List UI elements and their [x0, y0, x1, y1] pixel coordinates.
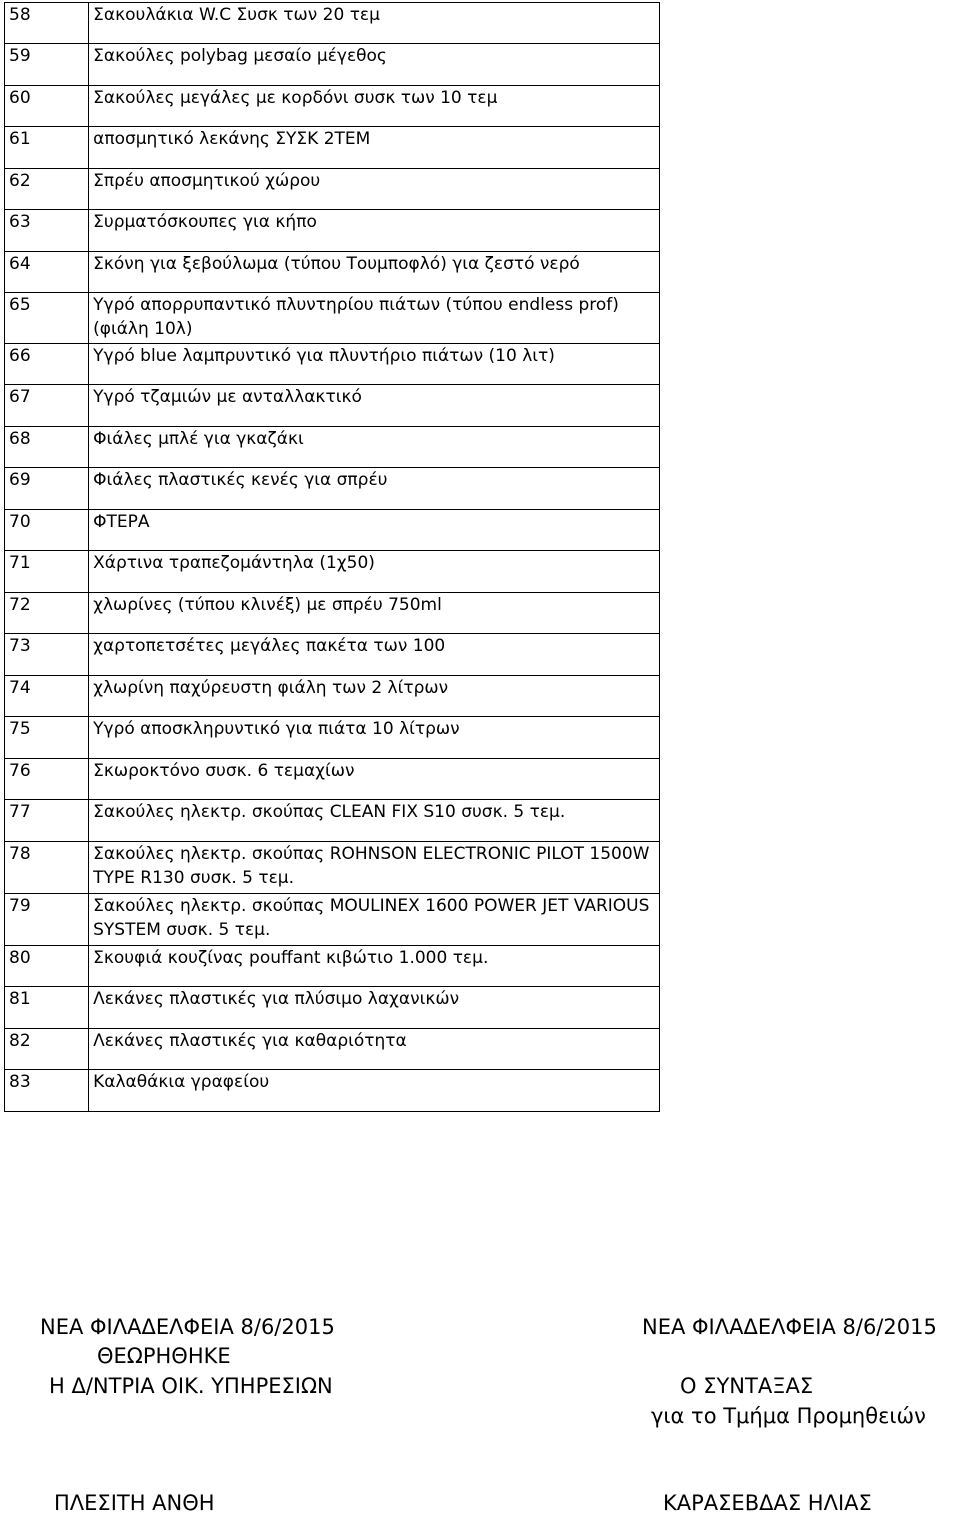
right-signature-role: Ο ΣΥΝΤΑΞΑΣ — [680, 1374, 814, 1398]
item-description: Σακούλες ηλεκτρ. σκούπας ROHNSON ELECTRONIC PILOT 1500W TYPE R130 συσκ. 5 τεμ. — [89, 842, 660, 894]
item-number: 80 — [5, 946, 89, 987]
item-number: 76 — [5, 759, 89, 800]
item-description: χαρτοπετσέτες μεγάλες πακέτα των 100 — [89, 634, 660, 676]
item-number: 63 — [5, 210, 89, 252]
table-row — [5, 86, 660, 127]
item-description: αποσμητικό λεκάνης ΣΥΣΚ 2ΤΕΜ — [89, 127, 660, 169]
table-row — [5, 344, 660, 385]
table-row — [5, 987, 660, 1029]
item-number: 59 — [5, 44, 89, 86]
item-description: Σκόνη για ξεβούλωμα (τύπου Τουμποφλό) για ζεστό νερό — [89, 252, 660, 293]
item-description: Υγρό τζαμιών με ανταλλακτικό — [89, 385, 660, 427]
item-description: Σακούλες polybag μεσαίο μέγεθος — [89, 44, 660, 86]
right-signature-date: ΝΕΑ ΦΙΛΑΔΕΛΦΕΙΑ 8/6/2015 — [642, 1315, 937, 1339]
item-description: Λεκάνες πλαστικές για καθαριότητα — [89, 1029, 660, 1070]
item-description: Σπρέυ αποσμητικού χώρου — [89, 169, 660, 210]
item-number: 79 — [5, 894, 89, 946]
table-row — [5, 894, 660, 946]
item-description: Χάρτινα τραπεζομάντηλα (1χ50) — [89, 551, 660, 593]
table-row — [5, 252, 660, 293]
item-number: 58 — [5, 3, 89, 44]
items-table-body — [5, 3, 660, 1112]
item-number: 78 — [5, 842, 89, 894]
item-number: 68 — [5, 427, 89, 468]
table-row — [5, 510, 660, 551]
item-number: 65 — [5, 293, 89, 344]
item-description: Υγρό blue λαμπρυντικό για πλυντήριο πιάτων (10 λιτ) — [89, 344, 660, 385]
left-signatory-name: ΠΛΕΣΙΤΗ ΑΝΘΗ — [54, 1491, 215, 1515]
item-description: Σακούλες ηλεκτρ. σκούπας MOULINEX 1600 POWER JET VARIOUS SYSTEM συσκ. 5 τεμ. — [89, 894, 660, 946]
item-number: 61 — [5, 127, 89, 169]
item-description: χλωρίνη παχύρευστη φιάλη των 2 λίτρων — [89, 676, 660, 717]
table-row — [5, 717, 660, 759]
item-description: Φιάλες πλαστικές κενές για σπρέυ — [89, 468, 660, 510]
table-row — [5, 293, 660, 344]
item-number: 60 — [5, 86, 89, 127]
table-row — [5, 427, 660, 468]
item-number: 69 — [5, 468, 89, 510]
item-number: 81 — [5, 987, 89, 1029]
item-number: 75 — [5, 717, 89, 759]
table-row — [5, 842, 660, 894]
item-description: Σακούλες ηλεκτρ. σκούπας CLEAN FIX S10 συσκ. 5 τεμ. — [89, 800, 660, 842]
table-row — [5, 551, 660, 593]
table-row — [5, 676, 660, 717]
table-row — [5, 634, 660, 676]
item-number: 72 — [5, 593, 89, 634]
item-description: Καλαθάκια γραφείου — [89, 1070, 660, 1112]
table-row — [5, 593, 660, 634]
table-row — [5, 127, 660, 169]
table-row — [5, 3, 660, 44]
table-row — [5, 169, 660, 210]
item-description: χλωρίνες (τύπου κλινέξ) με σπρέυ 750ml — [89, 593, 660, 634]
item-description: ΦΤΕΡΑ — [89, 510, 660, 551]
left-signature-approved-label: ΘΕΩΡΗΘΗΚΕ — [97, 1344, 231, 1368]
item-description: Σακουλάκια W.C Συσκ των 20 τεμ — [89, 3, 660, 44]
table-row — [5, 385, 660, 427]
item-number: 71 — [5, 551, 89, 593]
right-signatory-name: ΚΑΡΑΣΕΒΔΑΣ ΗΛΙΑΣ — [663, 1491, 872, 1515]
left-signature-date: ΝΕΑ ΦΙΛΑΔΕΛΦΕΙΑ 8/6/2015 — [40, 1315, 335, 1339]
left-signature-department: Η Δ/ΝΤΡΙΑ ΟΙΚ. ΥΠΗΡΕΣΙΩΝ — [49, 1374, 333, 1398]
table-row — [5, 44, 660, 86]
item-description: Συρματόσκουπες για κήπο — [89, 210, 660, 252]
item-number: 62 — [5, 169, 89, 210]
item-description: Φιάλες μπλέ για γκαζάκι — [89, 427, 660, 468]
table-row — [5, 759, 660, 800]
item-description: Υγρό αποσκληρυντικό για πιάτα 10 λίτρων — [89, 717, 660, 759]
item-number: 66 — [5, 344, 89, 385]
item-number: 73 — [5, 634, 89, 676]
table-row — [5, 800, 660, 842]
table-row — [5, 468, 660, 510]
right-signature-department: για το Τμήμα Προμηθειών — [651, 1404, 926, 1428]
table-row — [5, 946, 660, 987]
item-number: 74 — [5, 676, 89, 717]
item-number: 77 — [5, 800, 89, 842]
table-row — [5, 1029, 660, 1070]
item-number: 83 — [5, 1070, 89, 1112]
items-table — [4, 2, 660, 1112]
table-row — [5, 1070, 660, 1112]
item-number: 64 — [5, 252, 89, 293]
item-description: Σακούλες μεγάλες με κορδόνι συσκ των 10 τεμ — [89, 86, 660, 127]
item-number: 67 — [5, 385, 89, 427]
item-number: 82 — [5, 1029, 89, 1070]
table-row — [5, 210, 660, 252]
item-description: Υγρό απορρυπαντικό πλυντηρίου πιάτων (τύπου endless prof) (φιάλη 10λ) — [89, 293, 660, 344]
item-number: 70 — [5, 510, 89, 551]
item-description: Σκουφιά κουζίνας pouffant κιβώτιο 1.000 τεμ. — [89, 946, 660, 987]
item-description: Σκωροκτόνο συσκ. 6 τεμαχίων — [89, 759, 660, 800]
item-description: Λεκάνες πλαστικές για πλύσιμο λαχανικών — [89, 987, 660, 1029]
